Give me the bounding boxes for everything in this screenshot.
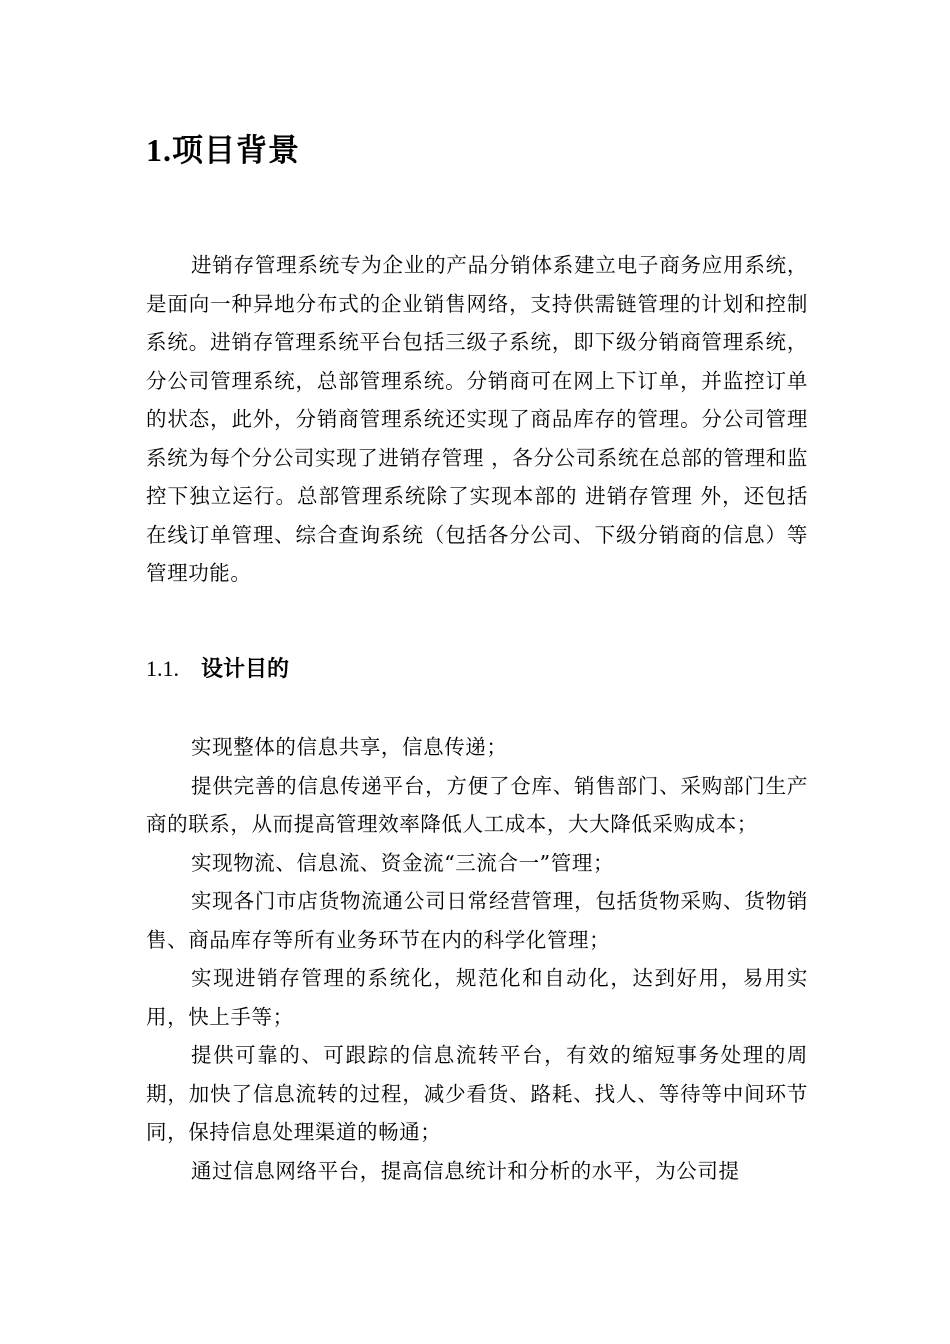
goal-item: 通过信息网络平台，提高信息统计和分析的水平，为公司提 — [191, 1158, 740, 1183]
goal-item: 实现各门市店货物流通公司日常经营管理，包括货物采购、货物销售、商品库存等所有业务环节在内的科学化管理； — [146, 889, 808, 952]
section-heading — [146, 128, 300, 173]
section-title: 项目背景 — [172, 133, 300, 169]
goal-item: 提供可靠的、可跟踪的信息流转平台，有效的缩短事务处理的周期，加快了信息流转的过程，减少看货、路耗、找人、等待等中间环节同，保持信息处理渠道的畅通； — [146, 1043, 808, 1144]
subsection-number: 1.1. — [146, 656, 179, 681]
goal-item: 实现物流、信息流、资金流“三流合一”管理； — [191, 850, 615, 875]
subsection-heading — [146, 652, 289, 686]
goals-list — [146, 728, 808, 1190]
goal-item: 实现进销存管理的系统化，规范化和自动化，达到好用，易用实用，快上手等； — [146, 966, 808, 1029]
goal-item: 提供完善的信息传递平台，方便了仓库、销售部门、采购部门生产商的联系，从而提高管理效率降低人工成本，大大降低采购成本； — [146, 773, 808, 836]
subsection-title: 设计目的 — [201, 656, 290, 682]
section-number: 1. — [146, 132, 172, 168]
intro-paragraph: 进销存管理系统专为企业的产品分销体系建立电子商务应用系统，是面向一种异地分布式的企业销售网络，支持供需链管理的计划和控制系统。进销存管理系统平台包括三级子系统，即下级分销商管理系统，分公司管理系统，总部管理系统。分销商可在网上下订单，并监控订单的状态，此外，分销商管理系统还实现了商品库存的管理。分公司管理系统为每个分公司实现了进销存管理 ，各分公司系统在总部的管理和监控下独立运行。总部管理系统除了实现本部的 进销存管理 外，还包括在线订单管理、综合查询系统（包括各分公司、下级分销商的信息）等管理功能。 — [146, 253, 808, 585]
goal-item: 实现整体的信息共享，信息传递； — [191, 735, 508, 759]
